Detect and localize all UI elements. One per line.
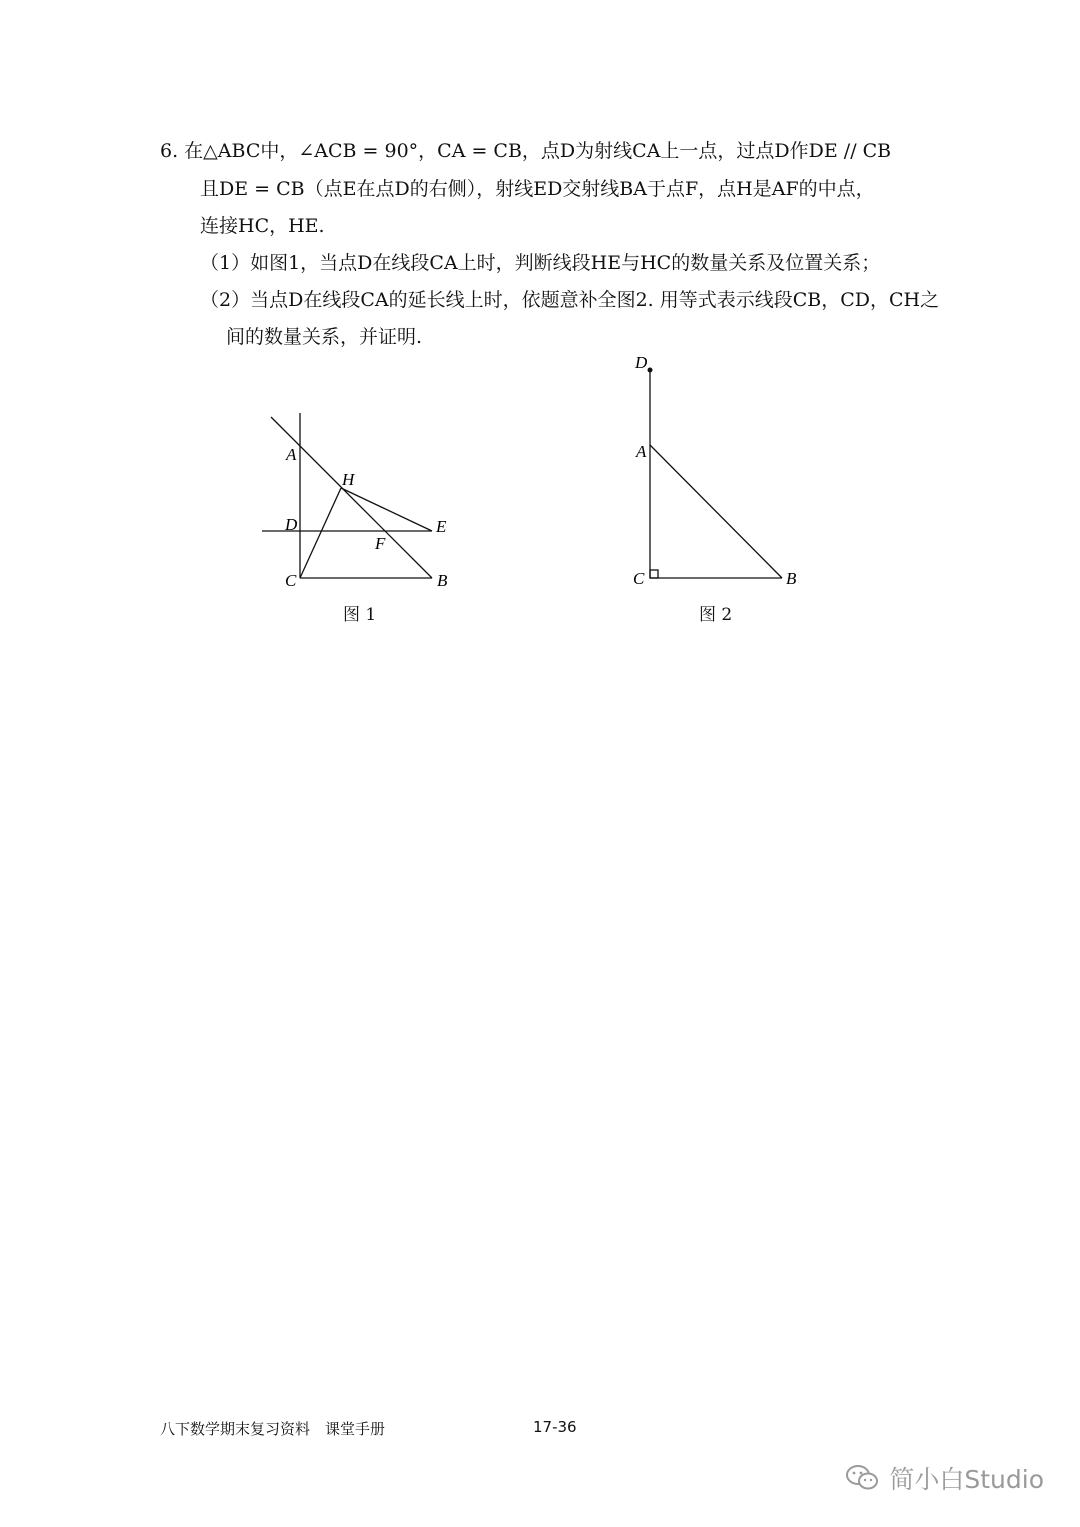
line-ba-ray xyxy=(271,417,432,578)
label-f: F xyxy=(375,534,386,553)
page-number: 17-36 xyxy=(533,1418,577,1436)
label-d: D xyxy=(285,515,298,534)
question-1: （1）如图1，当点D在线段CA上时，判断线段HE与HC的数量关系及位置关系； xyxy=(200,252,881,274)
problem-line-3: 连接HC，HE. xyxy=(200,215,325,237)
line-hc xyxy=(300,488,341,578)
question-2-line-1: （2）当点D在线段CA的延长线上时，依题意补全图2. 用等式表示线段CB，CD，CH之 xyxy=(200,289,940,311)
label-e: E xyxy=(436,517,447,536)
footer-title: 八下数学期末复习资料 课堂手册 xyxy=(160,1420,386,1438)
problem-line-1: 6. 在△ABC中，∠ACB = 90°，CA = CB，点D为射线CA上一点，过点D作DE // CB xyxy=(160,140,892,162)
label-d: D xyxy=(635,353,648,372)
figure-1 xyxy=(250,400,470,600)
label-b: B xyxy=(786,569,797,588)
watermark-text: 简小白Studio xyxy=(889,1465,1044,1494)
problem-line-2: 且DE = CB（点E在点D的右侧），射线ED交射线BA于点F，点H是AF的中点， xyxy=(200,178,875,200)
line-he xyxy=(341,488,432,531)
point-d xyxy=(648,368,653,373)
watermark xyxy=(845,1460,1044,1496)
figure-2 xyxy=(625,345,810,595)
figure-2-caption: 图 2 xyxy=(699,605,733,625)
wechat-icon xyxy=(845,1464,879,1492)
question-2-line-2: 间的数量关系，并证明. xyxy=(226,326,423,348)
figure-1-caption: 图 1 xyxy=(343,605,377,625)
label-a: A xyxy=(636,442,647,461)
label-c: C xyxy=(285,571,297,590)
line-ab xyxy=(650,445,782,578)
label-c: C xyxy=(633,569,645,588)
label-h: H xyxy=(342,470,355,489)
right-angle-mark xyxy=(650,570,658,578)
label-b: B xyxy=(437,571,448,590)
label-a: A xyxy=(286,445,297,464)
